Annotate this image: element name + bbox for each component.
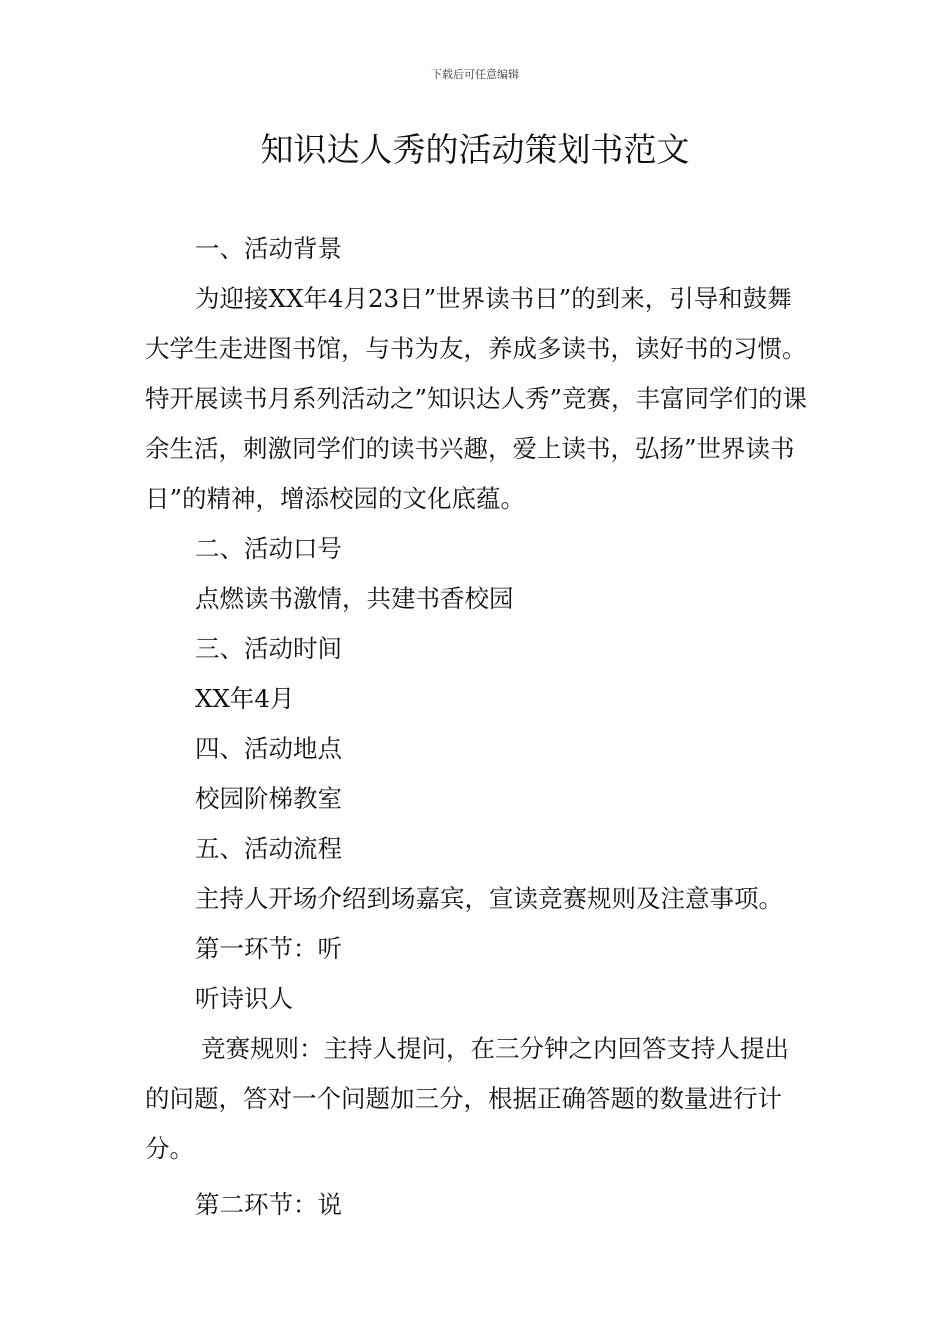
process-intro-text: 主持人开场介绍到场嘉宾，宣读竞赛规则及注意事项。 xyxy=(195,884,783,913)
section-heading-time: 三、活动时间 xyxy=(195,634,342,663)
section-heading-location: 四、活动地点 xyxy=(195,734,342,763)
document-title: 知识达人秀的活动策划书范文 xyxy=(260,130,690,169)
time-text: XX年4月 xyxy=(195,684,295,713)
page-header-note: 下载后可任意编辑 xyxy=(431,68,519,81)
stage-one-subtitle: 听诗识人 xyxy=(195,984,293,1013)
location-text: 校园阶梯教室 xyxy=(195,784,342,813)
paragraph-background: 为迎接XX年4月23日”世界读书日”的到来，引导和鼓舞大学生走进图书馆，与书为友，养成多读书，读好书的习惯。特开展读书月系列活动之”知识达人秀”竞赛，丰富同学们的课余生活，刺激同学们的读书兴趣，爱上读书，弘扬”世界读书日”的精神，增添校园的文化底蕴。 xyxy=(145,284,808,513)
section-heading-background: 一、活动背景 xyxy=(195,234,342,263)
document-body xyxy=(145,224,810,1230)
stage-two-heading: 第二环节：说 xyxy=(195,1190,342,1219)
stage-one-rules-paragraph: 竞赛规则：主持人提问，在三分钟之内回答支持人提出的问题，答对一个问题加三分，根据正确答题的数量进行计分。 xyxy=(145,1034,789,1163)
section-heading-process: 五、活动流程 xyxy=(195,834,342,863)
slogan-text: 点燃读书激情，共建书香校园 xyxy=(195,584,514,613)
section-heading-slogan: 二、活动口号 xyxy=(195,534,342,563)
stage-one-heading: 第一环节：听 xyxy=(195,934,342,963)
